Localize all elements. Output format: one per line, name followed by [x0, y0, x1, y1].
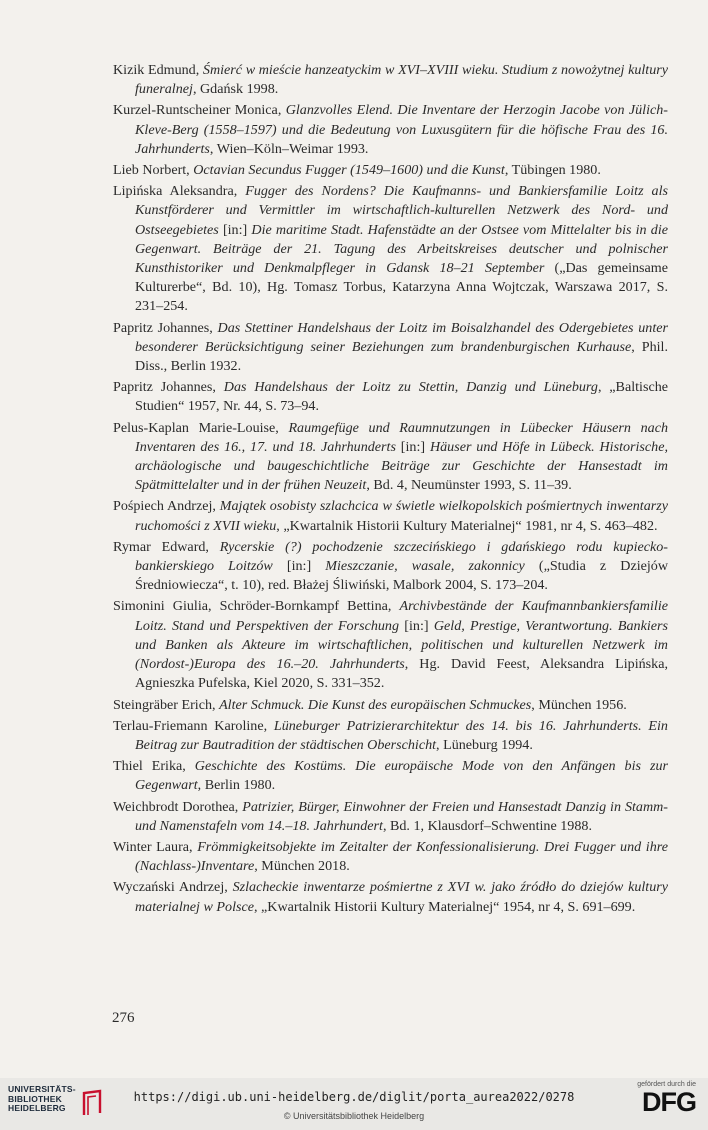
entry-author: Rymar Edward, — [113, 538, 220, 555]
entry-publication-details: , Phil. Diss., Berlin 1932. — [135, 338, 668, 375]
bibliography-entry — [113, 878, 668, 916]
entry-publication-details: , Tübingen 1980. — [504, 162, 601, 179]
entry-author: Pelus-Kaplan Marie-Louise, — [113, 419, 289, 436]
entry-author: Kizik Edmund, — [113, 62, 203, 78]
entry-author: Thiel Erika, — [113, 758, 195, 775]
funder-logo[interactable] — [637, 1081, 696, 1116]
bibliography-entry — [113, 538, 668, 596]
entry-author: Weichbrodt Dorothea, — [113, 798, 243, 815]
bibliography-entry — [113, 717, 668, 755]
entry-title: Glanzvolles Elend. Die Inventare der Herzogin Jacobe von Jülich-Kleve-Berg (1558–1597) und die Bedeutung von Luxusgütern für die höfische Frau des 16. Jahrhunderts — [135, 102, 668, 157]
entry-author: Lieb Norbert, — [113, 162, 194, 179]
entry-publication-details: („Das gemeinsame Kulturerbe“, Bd. 10), Hg. Tomasz Torbus, Katarzyna Anna Wojtczak, Warszawa 2017, S. 231–254. — [135, 260, 668, 315]
entry-in-marker: [in:] — [395, 438, 430, 455]
entry-title: Raumgefüge und Raumnutzungen in Lübecker Häusern nach Inventaren des 16., 17. und 18. Jahrhunderts — [135, 419, 668, 455]
entry-publication-details: , „Kwartalnik Historii Kultury Materialnej“ 1954, nr 4, S. 691–699. — [254, 898, 636, 915]
entry-author: Kurzel-Runtscheiner Monica, — [113, 102, 286, 119]
library-logo-line: HEIDELBERG — [8, 1103, 66, 1114]
entry-title: Das Handelshaus der Loitz zu Stettin, Danzig und Lüneburg — [223, 379, 598, 396]
entry-author: Steingräber Erich, — [113, 696, 220, 713]
bibliography-entry — [113, 696, 668, 715]
entry-publication-details: , Gdańsk 1998. — [192, 81, 279, 98]
funder-note: gefördert durch die — [637, 1081, 696, 1088]
entry-in-marker: [in:] — [218, 221, 252, 238]
entry-title: Śmierć w mieście hanzeatyckim w XVI–XVIII wieku. Studium z nowożytnej kultury funeralnej — [135, 62, 668, 98]
entry-title: Alter Schmuck. Die Kunst des europäischen Schmuckes — [219, 696, 532, 713]
entry-title: Geschichte des Kostüms. Die europäische Mode von den Anfängen bis zur Gegenwart — [135, 758, 668, 794]
bibliography-entry — [113, 101, 668, 159]
bibliography-entry — [113, 319, 668, 377]
bibliography-entry — [113, 798, 668, 836]
bibliography-entry — [113, 61, 668, 99]
entry-title: Szlacheckie inwentarze pośmiertne z XVI w. jako źródło do dziejów kultury materialnej w Polsce — [135, 879, 668, 915]
bibliography-entry — [113, 378, 668, 416]
page-number: 276 — [112, 1010, 135, 1026]
entry-title: Archivbestände der Kaufmannbankiersfamilie Loitz. Stand und Perspektiven der Forschung — [135, 598, 668, 634]
bibliography-entry — [113, 838, 668, 876]
entry-title: Fugger des Nordens? Die Kaufmanns- und Bankiersfamilie Loitz als Kunstförderer und Vermittler im wirtschaftlich-kulturellen Netzwerk des Nord- und Ostseegebietes — [135, 183, 669, 238]
entry-publication-details: , Wien–Köln–Weimar 1993. — [209, 140, 369, 157]
entry-publication-details: , Bd. 4, Neumünster 1993, S. 11–39. — [366, 477, 572, 494]
bibliography-entry — [113, 757, 668, 795]
bibliography-entry — [113, 597, 668, 693]
entry-publication-details: , Berlin 1980. — [197, 777, 276, 794]
bibliography-entry — [113, 419, 668, 496]
copyright-notice: © Universitätsbibliothek Heidelberg — [283, 1111, 425, 1121]
entry-title: Octavian Secundus Fugger (1549–1600) und die Kunst — [193, 162, 505, 179]
entry-collection-title: Geld, Prestige, Verantwortung. Bankiers und Banken als Akteure im wirtschaftlichen, politischen und kulturellen Netzwerk im (Nordost-)Europa des 16.–20. Jahrhunderts — [135, 617, 668, 673]
entry-title: Rycerskie (?) pochodzenie szczecińskiego i gdańskiego rodu kupiecko-bankierskiego Loitzów — [135, 538, 668, 575]
bibliography-entry — [113, 497, 668, 535]
entry-author: Terlau-Friemann Karoline, — [113, 717, 274, 734]
entry-title: Das Stettiner Handelshaus der Loitz im Boisalzhandel des Odergebietes unter besonderer Berücksichtigung seiner Beziehungen zum brandenburgischen Kurhause — [135, 319, 668, 355]
entry-author: Pośpiech Andrzej, — [113, 498, 220, 515]
entry-author: Wyczański Andrzej, — [113, 879, 233, 896]
entry-title: Lüneburger Patrizierarchitektur des 14. bis 16. Jahrhunderts. Ein Beitrag zur Bautradition der städtischen Oberschicht — [135, 717, 668, 753]
entry-author: Papritz Johannes, — [113, 379, 224, 396]
entry-in-marker: [in:] — [399, 617, 434, 634]
entry-publication-details: , Hg. David Feest, Aleksandra Lipińska, Agnieszka Pufelska, Kiel 2020, S. 331–352. — [135, 656, 668, 692]
entry-in-marker: [in:] — [272, 558, 326, 575]
entry-author: Lipińska Aleksandra, — [113, 183, 246, 200]
bibliography-list — [113, 61, 668, 919]
entry-author: Simonini Giulia, Schröder-Bornkampf Bettina, — [113, 598, 400, 615]
library-logo-line: UNIVERSITÄTS- — [8, 1084, 76, 1094]
entry-publication-details: , „Baltische Studien“ 1957, Nr. 44, S. 73–94. — [135, 379, 669, 415]
entry-collection-title: Häuser und Höfe in Lübeck. Historische, archäologische und baugeschichtliche Beiträge zur Geschichte der Hansestadt im Spätmittelalter und in der frühen Neuzeit — [135, 438, 668, 494]
entry-title: Patrizier, Bürger, Einwohner der Freien und Hansestadt Danzig in Stamm- und Namenstafeln vom 14.–18. Jahrhundert — [135, 798, 668, 834]
entry-title: Frömmigkeitsobjekte im Zeitalter der Konfessionalisierung. Drei Fugger und ihre (Nachlass-)Inventare — [135, 838, 668, 875]
entry-title: Majątek osobisty szlachcica w świetle wielkopolskich pośmiertnych inwentarzy ruchomości z XVII wieku — [135, 498, 668, 534]
entry-publication-details: („Studia z Dziejów Średniowiecza“, t. 10), red. Błażej Śliwiński, Malbork 2004, S. 173–204. — [135, 558, 669, 594]
entry-publication-details: , Lüneburg 1994. — [436, 736, 533, 753]
dfg-logo-text: DFG — [642, 1087, 696, 1117]
bibliography-entry — [113, 182, 668, 316]
entry-collection-title: Mieszczanie, wasale, zakonnicy — [325, 558, 525, 575]
entry-publication-details: , München 2018. — [254, 858, 350, 875]
entry-publication-details: , „Kwartalnik Historii Kultury Materialnej“ 1981, nr 4, S. 463–482. — [276, 517, 658, 534]
permalink-url[interactable]: https://digi.ub.uni-heidelberg.de/diglit/porta_aurea2022/0278 — [133, 1090, 575, 1104]
entry-collection-title: Die maritime Stadt. Hafenstädte an der Ostsee vom Mittelalter bis in die Gegenwart. Beiträge der 21. Tagung des Arbeitskreises deutscher und polnischer Kunsthistoriker und Denkmalpfleger in Gdansk 18–21 September — [135, 221, 668, 277]
entry-author: Papritz Johannes, — [113, 319, 218, 336]
entry-publication-details: , München 1956. — [531, 696, 627, 713]
bibliography-entry — [113, 161, 668, 180]
viewer-footer — [0, 1078, 708, 1130]
entry-author: Winter Laura, — [113, 838, 198, 855]
entry-publication-details: , Bd. 1, Klausdorf–Schwentine 1988. — [382, 817, 592, 834]
library-logo-line: BIBLIOTHEK — [8, 1093, 62, 1104]
